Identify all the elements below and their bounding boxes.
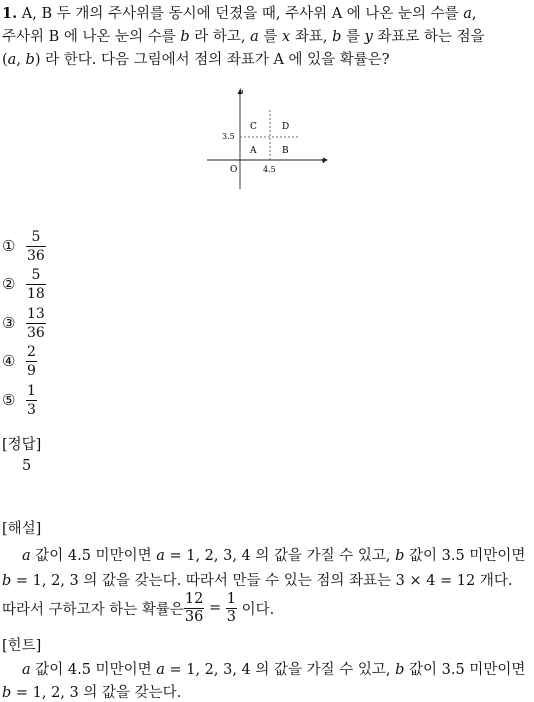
choice-3[interactable] <box>2 304 46 342</box>
hint-text: 값이 4.5 미만이면 <box>30 662 157 678</box>
choice-mark: ② <box>2 275 16 293</box>
region-D: D <box>282 122 290 132</box>
var-b: b <box>2 573 12 589</box>
question-text: 좌표로 하는 점을 <box>372 29 485 45</box>
choice-fraction <box>26 266 46 303</box>
var-x: x <box>282 29 291 45</box>
question-text: 라 하고, <box>189 29 251 45</box>
question-line-3 <box>2 48 390 69</box>
region-A: A <box>250 146 257 156</box>
question-text: 주사위 B 에 나온 눈의 수를 <box>2 29 181 45</box>
explanation-text: 따라서 구하고자 하는 확률은 <box>2 601 184 618</box>
explanation-line-3 <box>2 588 274 628</box>
question-number: 1. <box>2 5 18 22</box>
hint-line-1 <box>22 658 525 679</box>
explanation-text: = 1, 2, 3 의 값을 갖는다. 따라서 만들 수 있는 점의 좌표는 3 × 4 = 12 개다. <box>11 573 513 589</box>
var-y: y <box>364 29 373 45</box>
hint-text: 값이 3.5 미만이면 <box>404 662 526 678</box>
hint-title: [힌트] <box>2 638 42 654</box>
var-a: a <box>250 29 259 45</box>
answer-title: [정답] <box>2 437 42 453</box>
explanation-text: 값이 4.5 미만이면 <box>30 548 157 564</box>
explanation-line-2 <box>2 569 512 590</box>
choice-mark: ④ <box>2 352 16 370</box>
hint-line-2 <box>2 681 181 702</box>
fraction <box>226 591 237 626</box>
choice-fraction <box>26 382 37 419</box>
question-line-2 <box>2 25 485 46</box>
y-axis-label: b <box>239 88 244 96</box>
explanation-title: [해설] <box>2 521 42 537</box>
region-C: C <box>250 122 257 132</box>
explanation-line-1 <box>22 544 525 565</box>
var-b: b <box>395 662 405 678</box>
denominator: 36 <box>27 324 45 341</box>
choice-mark: ① <box>2 237 16 255</box>
x-axis-label: x <box>321 157 325 165</box>
x-tick-label: 4.5 <box>263 165 276 174</box>
var-a: a <box>7 52 17 68</box>
equals-sign: = <box>204 600 226 616</box>
choice-2[interactable] <box>2 265 46 303</box>
var-a: a <box>463 6 472 22</box>
choice-5[interactable] <box>2 381 37 419</box>
denominator: 18 <box>27 285 45 302</box>
numerator: 5 <box>26 266 46 285</box>
choice-mark: ⑤ <box>2 391 16 409</box>
explanation-text: 값이 3.5 미만이면 <box>404 548 526 564</box>
choice-fraction <box>26 343 37 380</box>
var-a: a <box>156 662 165 678</box>
hint-text: = 1, 2, 3, 4 의 값을 가질 수 있고, <box>164 662 396 678</box>
question-text: 를 <box>258 29 283 45</box>
origin-label: O <box>230 165 238 175</box>
var-b: b <box>2 685 12 701</box>
question-text: 좌표, <box>290 29 333 45</box>
explanation-text: = 1, 2, 3, 4 의 값을 가질 수 있고, <box>164 548 396 564</box>
numerator: 2 <box>27 343 36 360</box>
hint-text: = 1, 2, 3 의 값을 갖는다. <box>11 685 182 701</box>
numerator: 13 <box>27 305 45 322</box>
question-text: , <box>16 52 26 68</box>
denominator: 9 <box>27 362 36 379</box>
var-b: b <box>180 29 190 45</box>
question-line-1 <box>2 2 477 23</box>
numerator: 1 <box>27 382 36 399</box>
choice-1[interactable] <box>2 227 46 265</box>
denominator: 36 <box>184 608 204 625</box>
question-text: ) 라 한다. 다음 그림에서 점의 좌표가 A 에 있을 확률은? <box>34 52 390 68</box>
denominator: 3 <box>27 401 36 418</box>
choice-mark: ③ <box>2 314 16 332</box>
region-B: B <box>282 146 289 156</box>
numerator: 12 <box>184 590 204 607</box>
var-a: a <box>156 548 165 564</box>
var-a: a <box>22 662 31 678</box>
question-text: , <box>471 6 477 22</box>
var-b: b <box>332 29 342 45</box>
question-text: 를 <box>341 29 365 45</box>
denominator: 3 <box>226 608 236 625</box>
var-b: b <box>25 52 35 68</box>
y-tick-label: 3.5 <box>222 132 235 141</box>
var-a: a <box>22 548 31 564</box>
fraction <box>184 591 204 626</box>
choice-4[interactable] <box>2 342 37 380</box>
choice-fraction <box>26 228 46 265</box>
numerator: 1 <box>226 590 236 607</box>
coordinate-figure <box>205 85 335 197</box>
choice-fraction <box>26 305 46 342</box>
denominator: 36 <box>27 247 45 264</box>
answer-value: 5 <box>22 458 32 474</box>
question-text: ( <box>2 52 8 68</box>
var-b: b <box>395 548 405 564</box>
explanation-text: 이다. <box>236 601 275 618</box>
question-text: A, B 두 개의 주사위를 동시에 던졌을 때, 주사위 A 에 나온 눈의 수를 <box>21 6 464 22</box>
numerator: 5 <box>26 228 46 247</box>
